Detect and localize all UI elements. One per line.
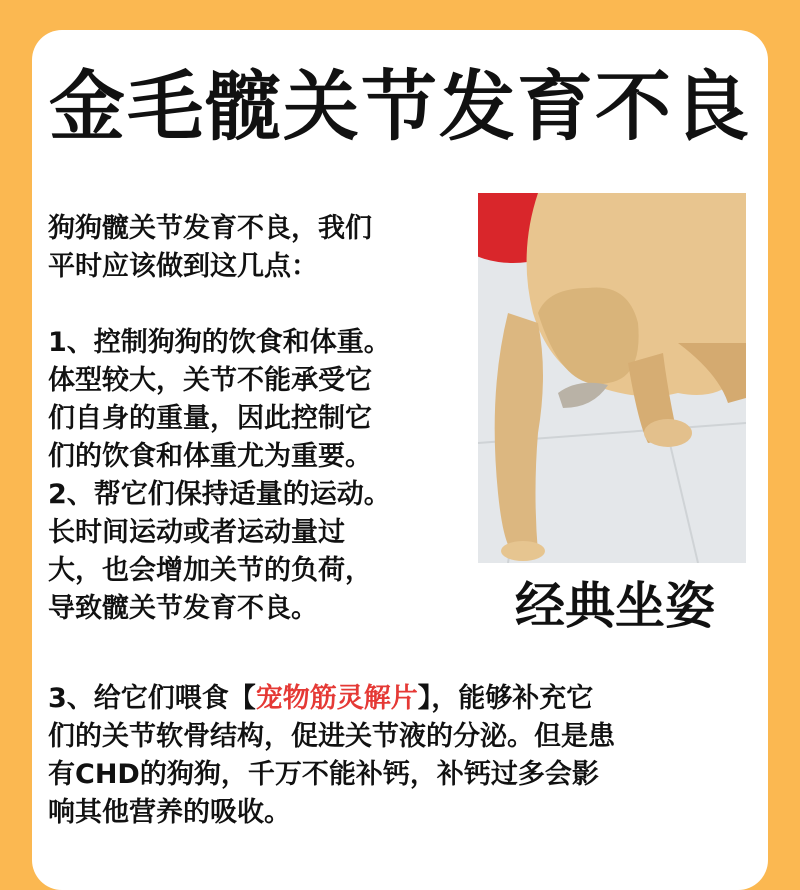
point-line: 导致髋关节发育不良。 xyxy=(48,593,318,624)
point3-line: 们的关节软骨结构，促进关节液的分泌。但是患 xyxy=(48,721,615,752)
point-line: 长时间运动或者运动量过 xyxy=(48,517,345,548)
point3-after: 】，能够补充它 xyxy=(417,683,594,714)
point-line: 们自身的重量，因此控制它 xyxy=(48,403,372,434)
photo-caption: 经典坐姿 xyxy=(515,577,715,635)
point3-first-line xyxy=(48,680,748,718)
point-line: 体型较大，关节不能承受它 xyxy=(48,365,372,396)
point-line: 们的饮食和体重尤为重要。 xyxy=(48,441,372,472)
point3-line: 响其他营养的吸收。 xyxy=(48,797,291,828)
point-line: 2、帮它们保持适量的运动。 xyxy=(48,479,391,510)
product-highlight: 宠物筋灵解片 xyxy=(255,683,418,714)
point-line: 大，也会增加关节的负荷， xyxy=(48,555,372,586)
point3-line: 有CHD的狗狗，千万不能补钙，补钙过多会影 xyxy=(48,759,599,790)
dog-sitting-photo xyxy=(478,193,746,563)
intro-text-block xyxy=(48,210,448,628)
point3-text-block xyxy=(48,680,748,832)
point-line: 1、控制狗狗的饮食和体重。 xyxy=(48,327,391,358)
point3-before: 3、给它们喂食【 xyxy=(48,683,256,714)
page-title: 金毛髋关节发育不良 xyxy=(49,62,751,151)
intro-line: 狗狗髋关节发育不良，我们 xyxy=(48,213,372,244)
intro-line: 平时应该做到这几点： xyxy=(48,251,318,282)
